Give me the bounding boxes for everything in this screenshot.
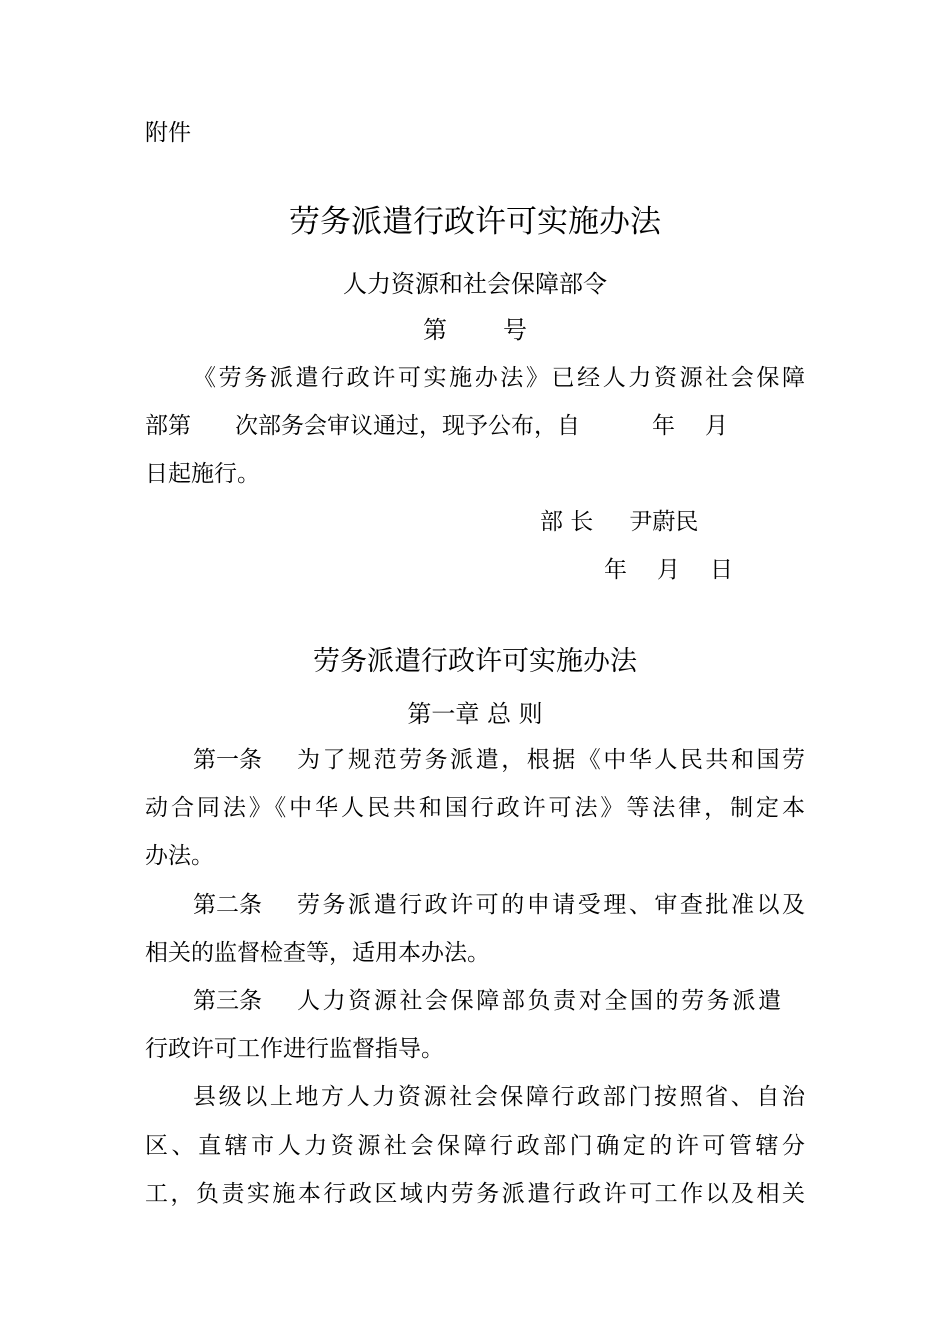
decree-line-1: 《劳务派遣行政许可实施办法》已经人力资源社会保障 <box>193 365 805 391</box>
article-3-label: 第三条 <box>193 988 262 1014</box>
body-title: 劳务派遣行政许可实施办法 <box>313 646 637 677</box>
article-1-line-3: 办法。 <box>145 843 214 869</box>
article-2-line-2: 相关的监督检查等，适用本办法。 <box>145 940 490 966</box>
decree-line-2 <box>145 411 728 441</box>
article-1-label: 第一条 <box>193 747 262 773</box>
attachment-label: 附件 <box>145 120 191 146</box>
article-3-line-2: 行政许可工作进行监督指导。 <box>145 1036 444 1062</box>
order-prefix: 第 <box>423 316 447 344</box>
decree-line-2-b: 次部务会审议通过，现予公布，自 <box>235 413 580 439</box>
minister-title: 部 长 <box>540 509 594 535</box>
decree-line-2-year: 年 <box>652 413 675 439</box>
article-1-line-1: 为了规范劳务派遣，根据《中华人民共和国劳 <box>297 747 805 773</box>
order-suffix: 号 <box>503 316 527 344</box>
decree-line-3: 日起施行。 <box>145 461 260 487</box>
issuer-line: 人力资源和社会保障部令 <box>343 270 607 298</box>
paragraph-4-line-1: 县级以上地方人力资源社会保障行政部门按照省、自治 <box>193 1084 805 1110</box>
signature-year: 年 <box>604 557 627 583</box>
signature-month: 月 <box>657 557 680 583</box>
paragraph-4-line-3: 工，负责实施本行政区域内劳务派遣行政许可工作以及相关 <box>145 1181 805 1207</box>
document-title: 劳务派遣行政许可实施办法 <box>289 204 661 240</box>
article-1-line-2: 动合同法》《中华人民共和国行政许可法》等法律，制定本 <box>145 795 805 821</box>
paragraph-4-line-2: 区、直辖市人力资源社会保障行政部门确定的许可管辖分 <box>145 1133 805 1159</box>
article-3-line-1: 人力资源社会保障部负责对全国的劳务派遣 <box>297 988 781 1014</box>
minister-name: 尹蔚民 <box>629 509 699 535</box>
minister-signature <box>540 507 698 537</box>
order-number-line <box>0 314 950 346</box>
article-2-line-1: 劳务派遣行政许可的申请受理、审查批准以及 <box>297 892 805 918</box>
signature-date <box>604 555 733 585</box>
decree-line-2-month: 月 <box>705 413 728 439</box>
decree-line-2-a: 部第 <box>145 413 191 439</box>
signature-day: 日 <box>710 557 733 583</box>
article-2-label: 第二条 <box>193 892 262 918</box>
chapter-heading: 第一章 总 则 <box>407 700 543 728</box>
